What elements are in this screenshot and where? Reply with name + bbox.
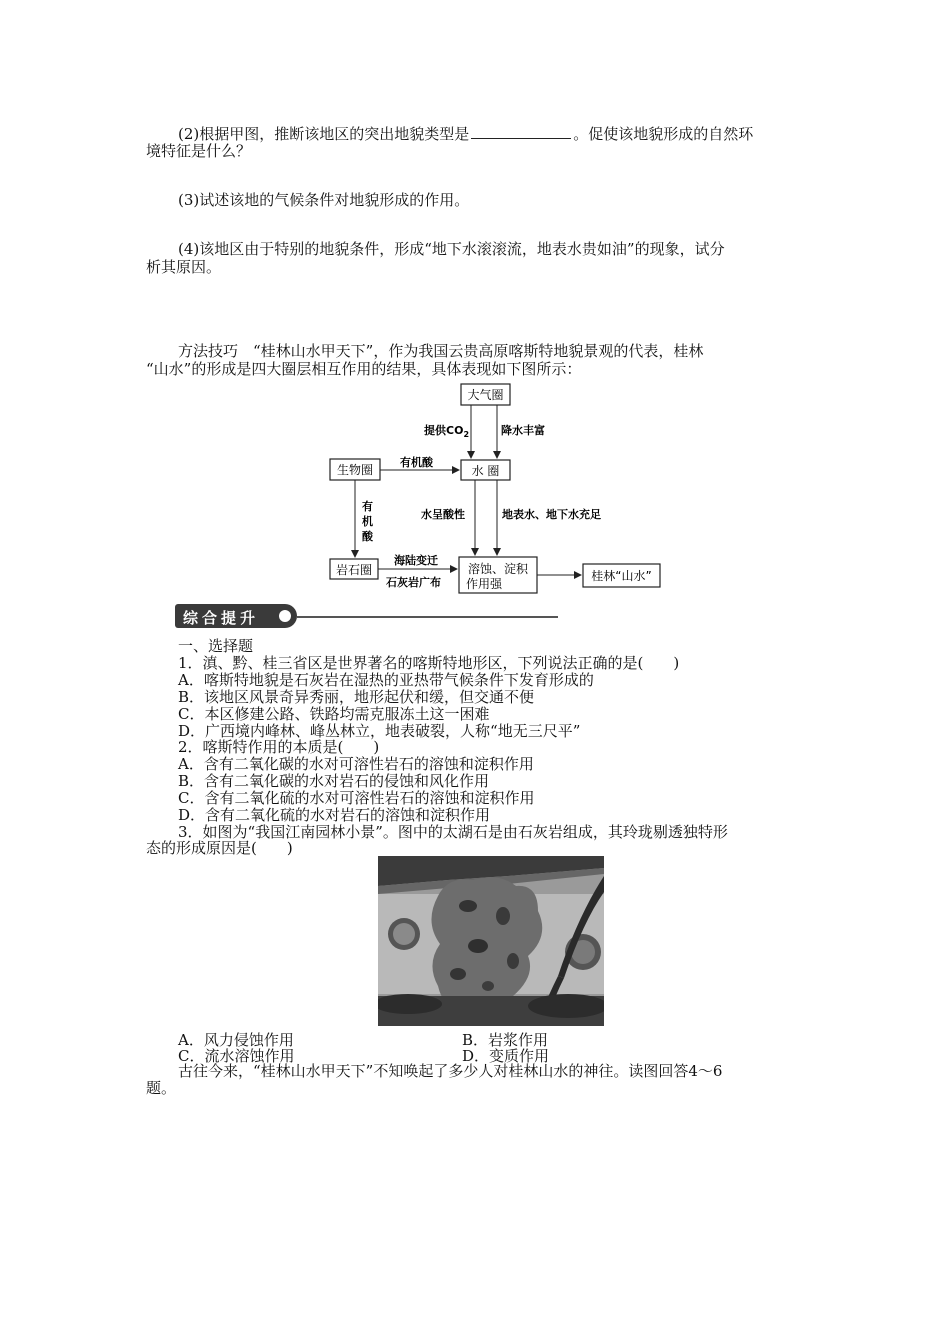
process-label-line1: 溶蚀、淀积 (467, 562, 529, 576)
q2-line2: 境特征是什么？ (146, 142, 252, 160)
garden-scene-illustration (378, 856, 604, 1026)
label-co2 (424, 423, 469, 439)
option-b[interactable]: B．岩浆作用 (462, 1031, 549, 1049)
answer-blank[interactable] (471, 125, 571, 139)
mc-line: D．含有二氧化硫的水对岩石的溶蚀和淀积作用 (178, 806, 491, 824)
label-acidic-water: 水呈酸性 (421, 508, 465, 521)
hydrosphere-label: 水 圈 (471, 464, 500, 478)
label-water-sufficient: 地表水、地下水充足 (502, 508, 601, 521)
mc-line: A．含有二氧化碳的水对可溶性岩石的溶蚀和淀积作用 (178, 755, 534, 773)
mc-line: B．该地区风景奇异秀丽，地形起伏和缓，但交通不便 (178, 688, 535, 706)
section-heading: 一、选择题 (178, 637, 254, 655)
mc-line: D．广西境内峰林、峰丛林立，地表破裂，人称“地无三尺平” (178, 722, 581, 740)
mc-line: 1．滇、黔、桂三省区是世界著名的喀斯特地形区，下列说法正确的是( ) (178, 654, 680, 672)
option-a[interactable]: A．风力侵蚀作用 (178, 1031, 294, 1049)
garden-taihu-stone-photo (378, 856, 604, 1026)
label-co2-subscript: 2 (463, 430, 470, 439)
label-organic-acid-v3: 酸 (362, 530, 373, 543)
mc-line: 2．喀斯特作用的本质是( ) (178, 738, 380, 756)
closing-line1: 古往今来，“桂林山水甲天下”不知唤起了多少人对桂林山水的神往。读图回答4～6 (178, 1062, 723, 1080)
q4-line2: 析其原因。 (146, 258, 222, 276)
label-organic-acid: 有机酸 (400, 456, 433, 469)
mc-line: 3．如图为“我国江南园林小景”。图中的太湖石是由石灰岩组成，其玲珑剔透独特形 (178, 823, 728, 841)
q2-line1 (178, 125, 753, 143)
section-banner (175, 604, 297, 628)
mc-line: C．含有二氧化硫的水对可溶性岩石的溶蚀和淀积作用 (178, 789, 535, 807)
atmosphere-label: 大气圈 (467, 388, 504, 402)
method-line2: “山水”的形成是四大圈层相互作用的结果，具体表现如下图所示： (146, 360, 582, 378)
mc-line: A．喀斯特地貌是石灰岩在湿热的亚热带气候条件下发育形成的 (178, 671, 594, 689)
biosphere-label: 生物圈 (336, 463, 374, 477)
label-organic-acid-v2: 机 (362, 515, 373, 528)
q2-text-after: 。促使该地貌形成的自然环 (573, 125, 754, 143)
label-co2-text: 提供CO (424, 424, 464, 437)
mc-line: B．含有二氧化碳的水对岩石的侵蚀和风化作用 (178, 772, 490, 790)
banner-title: 综合提升 (183, 609, 260, 627)
mc-line: C．本区修建公路、铁路均需克服冻土这一困难 (178, 705, 490, 723)
label-organic-acid-v1: 有 (362, 500, 373, 513)
q3-prompt: (3)试述该地的气候条件对地貌形成的作用。 (178, 191, 470, 209)
closing-line2: 题。 (146, 1079, 177, 1097)
process-label-line2: 作用强 (465, 577, 503, 591)
q4-line1: (4)该地区由于特别的地貌条件，形成“地下水滚滚流，地表水贵如油”的现象，试分 (178, 240, 725, 258)
q2-text-before: (2)根据甲图，推断该地区的突出地貌类型是 (178, 125, 470, 143)
label-rain: 降水丰富 (501, 424, 545, 437)
sphere-interaction-diagram (320, 380, 670, 595)
label-sea-land: 海陆变迁 (394, 554, 438, 567)
result-label: 桂林“山水” (591, 569, 652, 583)
banner-dot (279, 610, 291, 622)
label-limestone: 石灰岩广布 (386, 576, 441, 589)
banner-rule (297, 616, 558, 618)
method-line1: 方法技巧 “桂林山水甲天下”，作为我国云贵高原喀斯特地貌景观的代表，桂林 (178, 342, 704, 360)
option-d[interactable]: D．变质作用 (462, 1047, 550, 1065)
lithosphere-label: 岩石圈 (335, 563, 373, 577)
option-c[interactable]: C．流水溶蚀作用 (178, 1047, 295, 1065)
mc-line: 态的形成原因是( ) (146, 839, 293, 857)
